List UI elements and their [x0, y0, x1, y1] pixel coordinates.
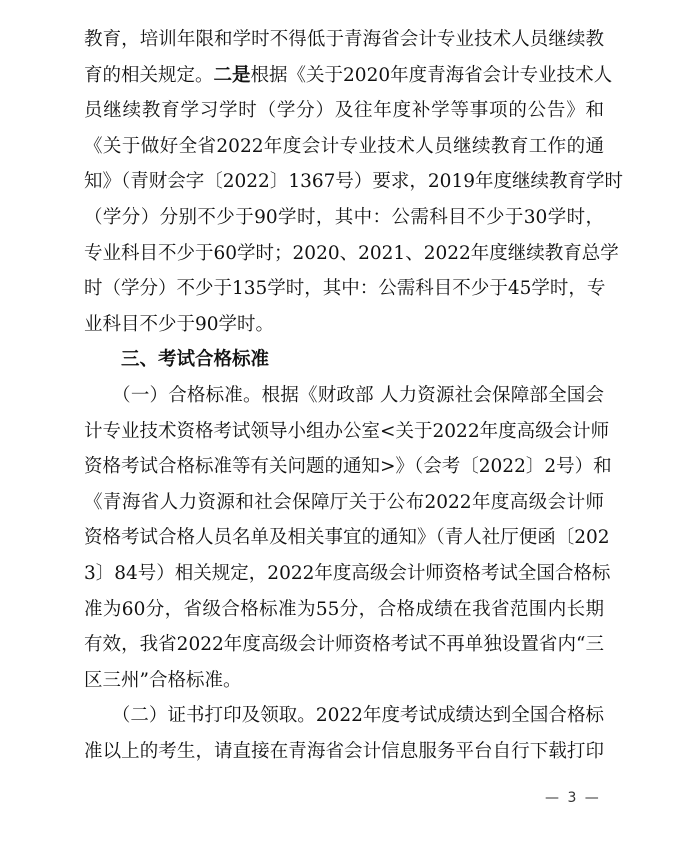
text-line: 资格考试合格人员名单及相关事宜的通知》（青人社厅便函〔202	[84, 527, 610, 549]
text-line: 资格考试合格标准等有关问题的通知>》（会考〔2022〕2号）和	[84, 456, 612, 478]
text-line: （二）证书打印及领取。2022年度考试成绩达到全国合格标	[84, 705, 604, 727]
text-segment: 育的相关规定。	[84, 64, 214, 86]
text-line: 知》（青财会字〔2022〕1367号）要求，2019年度继续教育学时	[84, 171, 623, 193]
text-line: 时（学分）不少于135学时，其中：公需科目不少于45学时，专	[84, 278, 606, 300]
text-line	[84, 64, 613, 88]
bold-segment: 二是	[213, 64, 251, 86]
text-line: （一）合格标准。根据《财政部 人力资源社会保障部全国会	[84, 385, 604, 406]
text-line: 《青海省人力资源和社会保障厅关于公布2022年度高级会计师	[84, 491, 604, 513]
text-segment: 根据《关于2020年度青海省会计专业技术人	[250, 64, 613, 86]
text-line: 《关于做好全省2022年度会计专业技术人员继续教育工作的通	[84, 135, 604, 157]
text-line: 专业科目不少于60学时；2020、2021、2022年度继续教育总学	[84, 242, 619, 264]
text-line: 准以上的考生，请直接在青海省会计信息服务平台自行下载打印	[84, 741, 604, 762]
section-heading: 三、考试合格标准	[84, 349, 270, 371]
text-line: 业科目不少于90学时。	[84, 313, 275, 335]
text-line: 有效，我省2022年度高级会计师资格考试不再单独设置省内“三	[84, 634, 604, 656]
text-line: 区三州”合格标准。	[84, 669, 242, 691]
page-number: — 3 —	[545, 790, 601, 806]
text-line: 教育，培训年限和学时不得低于青海省会计专业技术人员继续教	[84, 29, 604, 50]
text-line: （学分）分别不少于90学时，其中：公需科目不少于30学时，	[84, 207, 604, 228]
text-line: 计专业技术资格考试领导小组办公室<关于2022年度高级会计师	[84, 420, 610, 442]
text-line: 准为60分，省级合格标准为55分，合格成绩在我省范围内长期	[84, 598, 604, 620]
text-line: 员继续教育学习学时（学分）及往年度补学等事项的公告》和	[84, 100, 604, 122]
text-line: 3〕84号）相关规定，2022年度高级会计师资格考试全国合格标	[84, 563, 611, 584]
